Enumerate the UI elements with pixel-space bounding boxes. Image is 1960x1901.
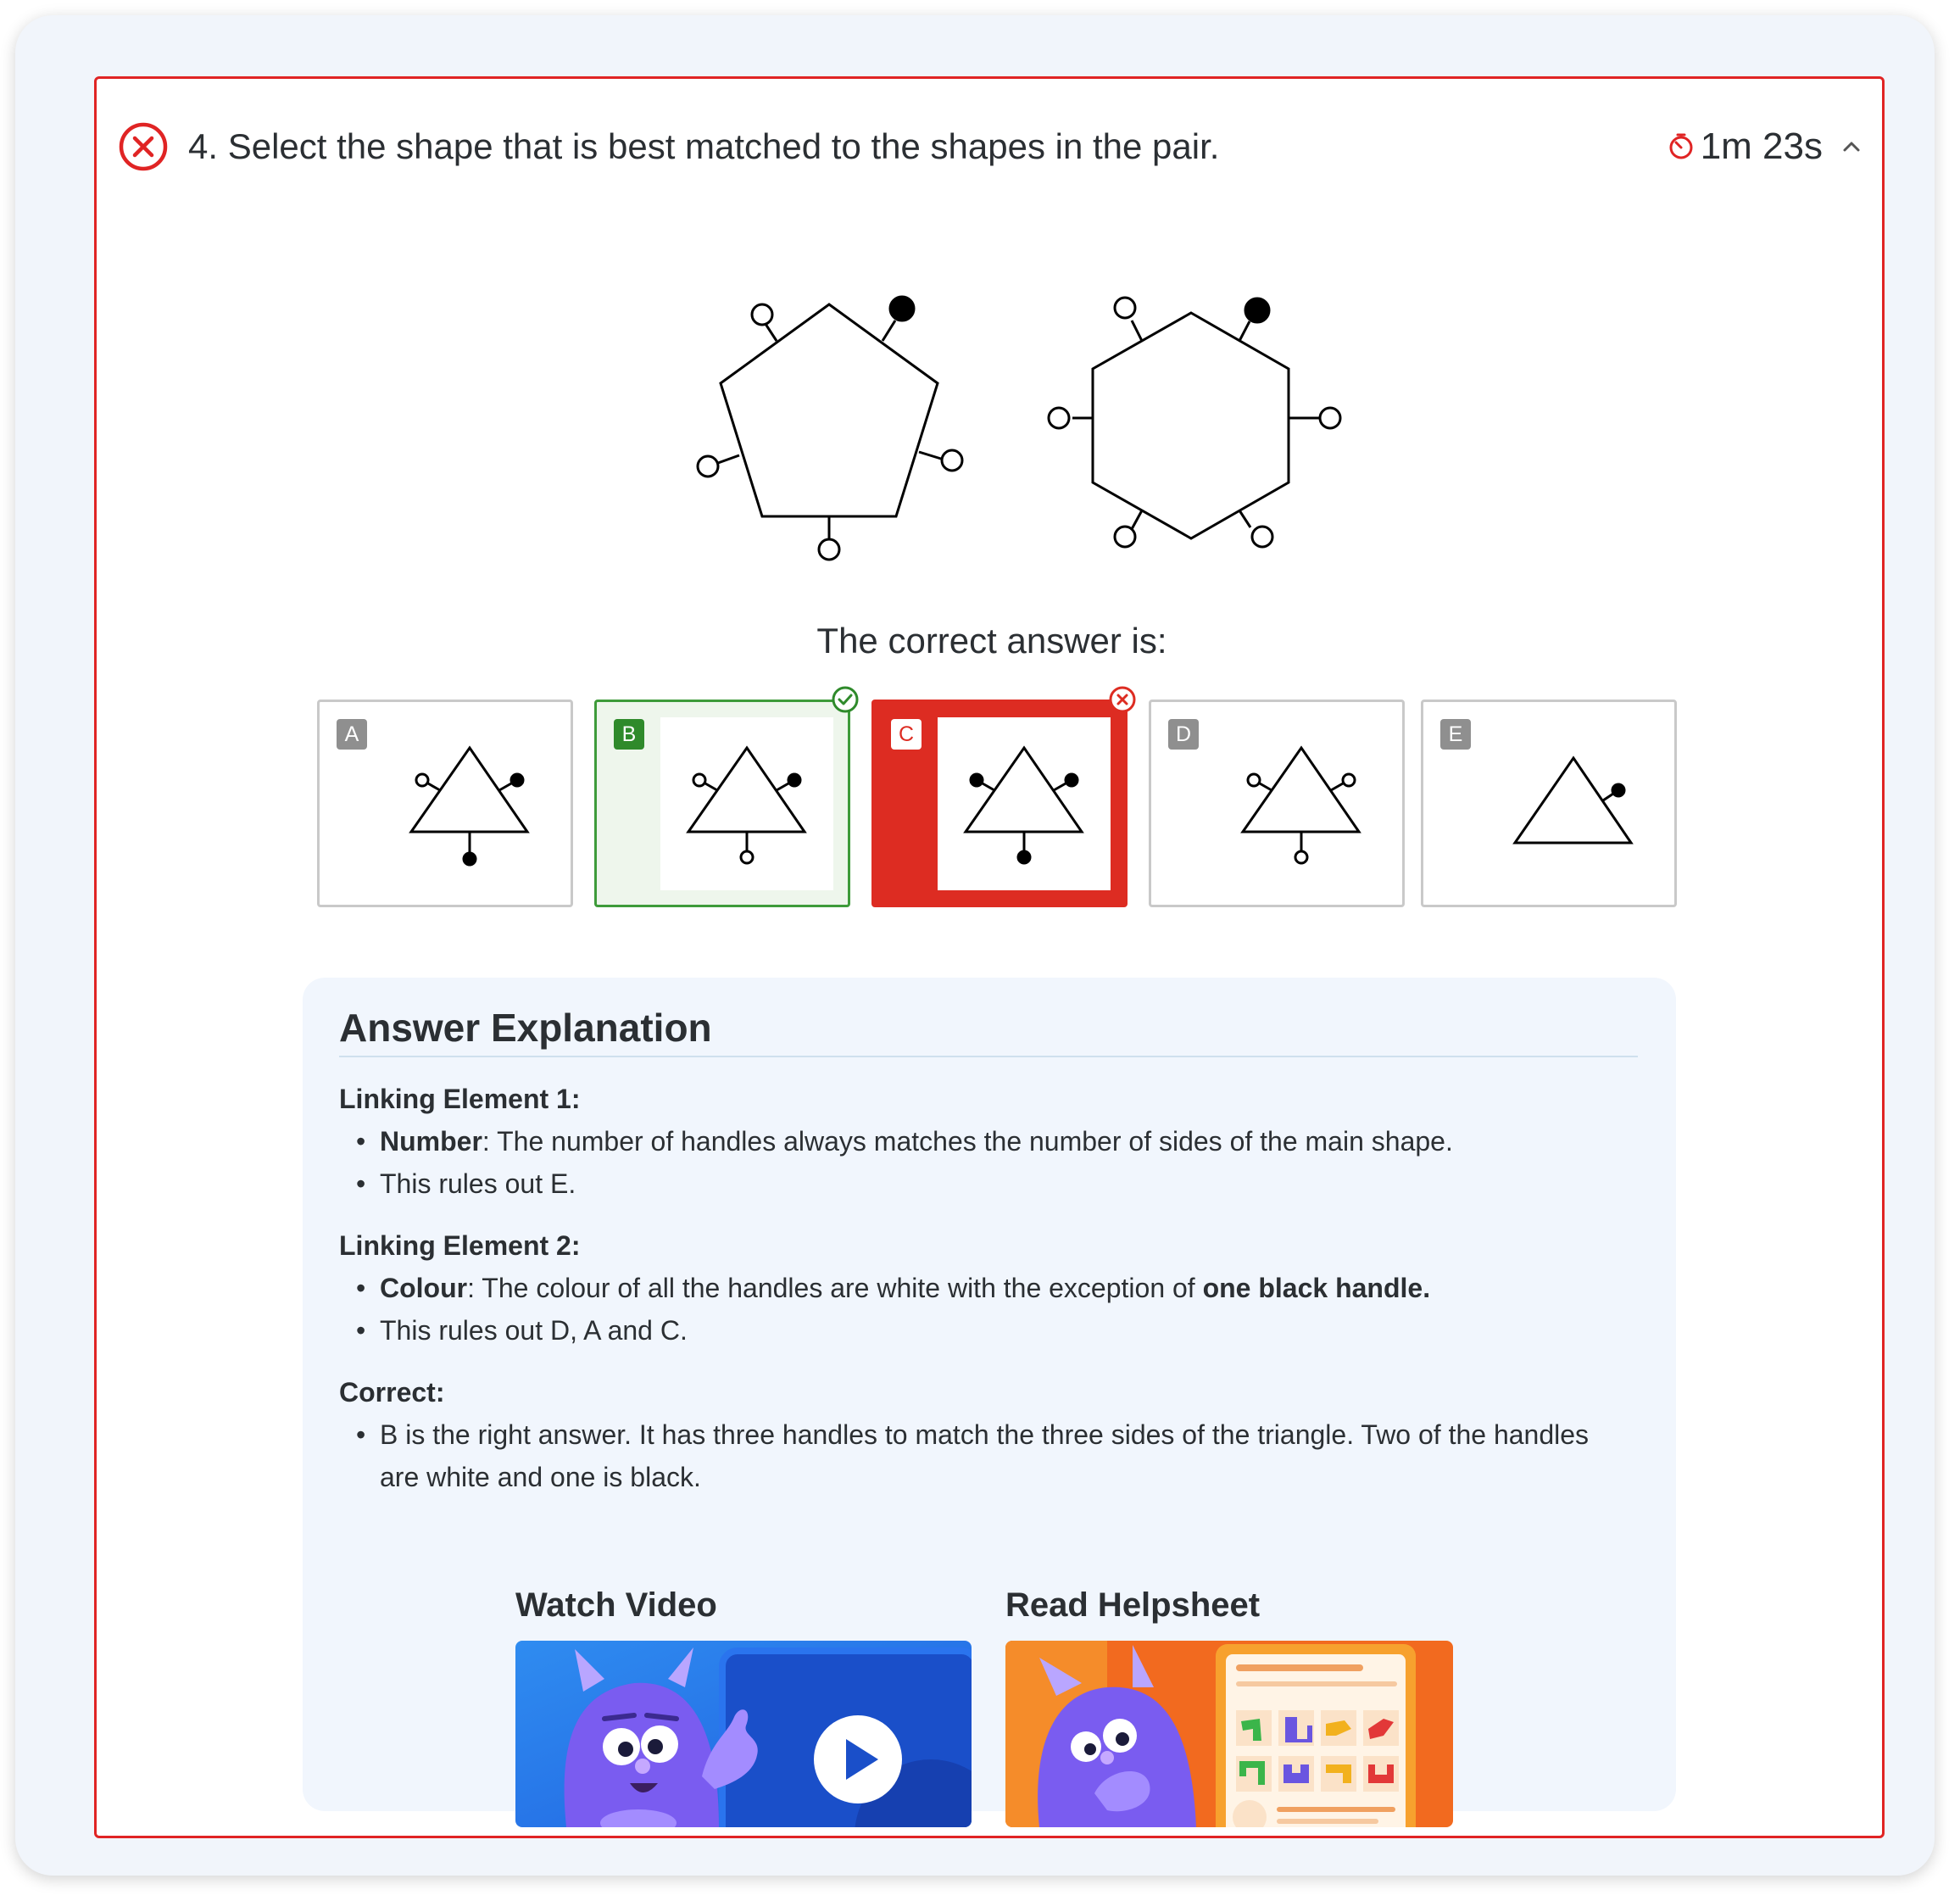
option-letter: B [614, 719, 644, 750]
option-a[interactable] [317, 700, 573, 907]
check-circle-icon [831, 685, 860, 714]
option-letter: A [337, 719, 367, 750]
cross-circle-icon [1108, 685, 1137, 714]
question-pair-figure [97, 274, 1887, 647]
read-helpsheet-title: Read Helpsheet [1005, 1586, 1261, 1624]
option-letter: C [891, 719, 922, 750]
explanation-title: Answer Explanation [339, 1006, 712, 1050]
triangle-shape [383, 717, 556, 890]
pentagon-shape [698, 297, 962, 560]
wrong-answer-icon [118, 121, 169, 172]
option-b[interactable] [594, 700, 850, 907]
video-illustration [515, 1641, 972, 1827]
linking-element-2-heading: Linking Element 2: [339, 1230, 581, 1261]
option-e[interactable] [1421, 700, 1677, 907]
bullet-text: This rules out E. [380, 1168, 576, 1199]
explanation-body [339, 1078, 1645, 1498]
option-figure [1487, 717, 1660, 890]
read-helpsheet-thumbnail[interactable] [1005, 1641, 1453, 1827]
option-figure [660, 717, 833, 890]
watch-video-title: Watch Video [515, 1586, 717, 1624]
bullet-text: B is the right answer. It has three handles to match the three sides of the triangle. Two of the handles are white and one is black. [380, 1419, 1590, 1492]
question-card [94, 76, 1885, 1838]
bullet-text: This rules out D, A and C. [380, 1315, 688, 1346]
hexagon-shape [1049, 298, 1340, 547]
list-item [356, 1309, 1645, 1352]
option-d[interactable] [1149, 700, 1405, 907]
timer-icon [1667, 132, 1696, 161]
linking-element-1-heading: Linking Element 1: [339, 1084, 581, 1114]
option-figure [383, 717, 556, 890]
list-item [356, 1120, 1645, 1162]
list-item [356, 1413, 1594, 1498]
list-item [356, 1267, 1645, 1309]
bullet-text: : The colour of all the handles are white with the exception of [467, 1273, 1203, 1303]
bold-term: Colour [380, 1273, 468, 1303]
list-item [356, 1162, 1645, 1205]
helpsheet-illustration [1005, 1641, 1453, 1827]
bullet-text: : The number of handles always matches the number of sides of the main shape. [482, 1126, 1453, 1157]
timer-text: 1m 23s [1700, 125, 1823, 167]
divider [339, 1056, 1638, 1057]
answer-explanation [303, 978, 1676, 1811]
triangle-shape [1215, 717, 1388, 890]
page-card [15, 15, 1935, 1876]
option-c[interactable] [871, 700, 1128, 907]
option-figure [938, 717, 1111, 890]
triangle-shape [660, 717, 833, 890]
triangle-shape [1487, 717, 1660, 890]
triangle-shape [938, 717, 1111, 890]
question-title: 4. Select the shape that is best matched to the shapes in the pair. [188, 126, 1220, 166]
watch-video-thumbnail[interactable] [515, 1641, 972, 1827]
option-letter: E [1440, 719, 1471, 750]
chevron-up-icon[interactable] [1840, 137, 1863, 157]
bold-term: one black handle. [1202, 1273, 1431, 1303]
option-figure [1215, 717, 1388, 890]
correct-heading: Correct: [339, 1377, 445, 1408]
option-letter: D [1168, 719, 1199, 750]
bold-term: Number [380, 1126, 482, 1157]
correct-answer-label: The correct answer is: [816, 621, 1167, 661]
timer [1667, 123, 1823, 170]
